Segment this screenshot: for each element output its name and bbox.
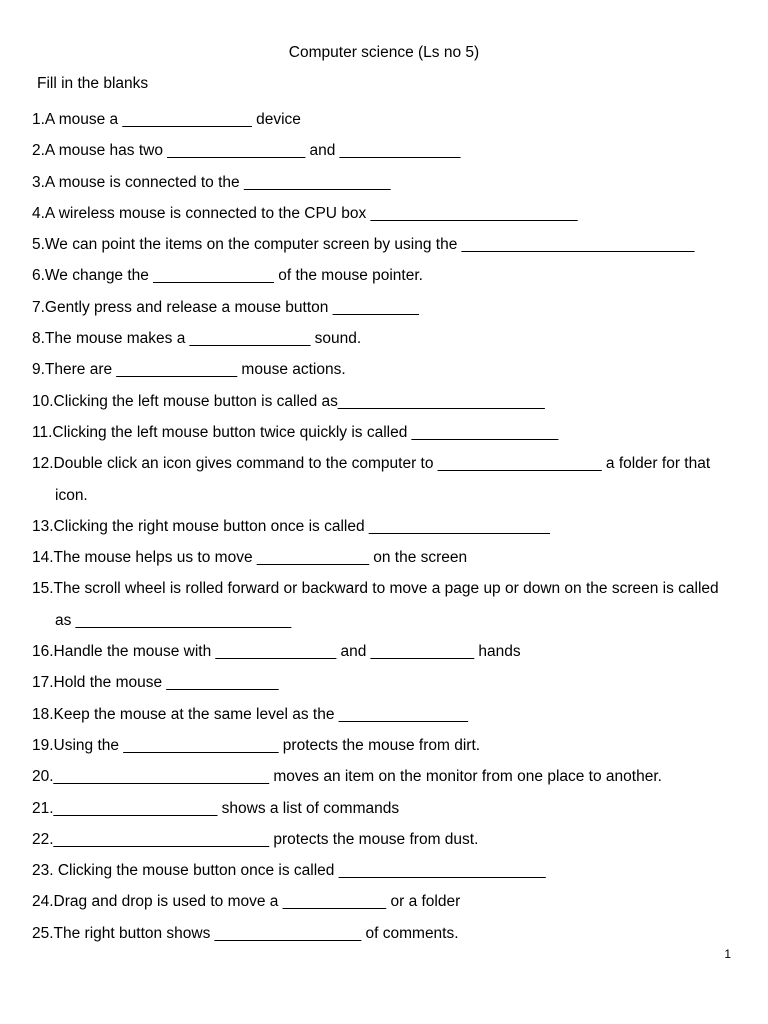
question-item: 22._________________________ protects the mouse from dust.: [32, 830, 479, 848]
page-title: Computer science (Ls no 5): [288, 44, 480, 61]
question-item: 16.Handle the mouse with ______________ and ____________ hands: [32, 643, 521, 661]
question-item: 11.Clicking the left mouse button twice quickly is called _________________: [32, 423, 559, 441]
question-item: 3.A mouse is connected to the _________________: [32, 173, 391, 191]
question-item: 20._________________________ moves an item on the monitor from one place to another.: [32, 768, 662, 786]
question-item: 6.We change the ______________ of the mouse pointer.: [32, 267, 423, 285]
question-item: 13.Clicking the right mouse button once is called _____________________: [32, 517, 550, 535]
question-item: 17.Hold the mouse _____________: [32, 674, 279, 692]
question-item: 7.Gently press and release a mouse button __________: [32, 298, 419, 316]
question-item: 19.Using the __________________ protects the mouse from dirt.: [32, 736, 481, 754]
question-list: [32, 104, 732, 949]
question-item: 5.We can point the items on the computer screen by using the ___________________________: [32, 236, 695, 254]
question-item: 18.Keep the mouse at the same level as the _______________: [32, 705, 469, 723]
page-number: 1: [724, 947, 731, 961]
question-item: 15.The scroll wheel is rolled forward or backward to move a page up or down on the screen is called as _________________________: [32, 580, 719, 629]
question-item: 25.The right button shows _________________ of comments.: [32, 924, 459, 942]
question-item: 8.The mouse makes a ______________ sound.: [32, 330, 362, 348]
question-item: 21.___________________ shows a list of commands: [32, 799, 400, 817]
question-item: 2.A mouse has two ________________ and ______________: [32, 142, 461, 160]
question-item: 24.Drag and drop is used to move a ____________ or a folder: [32, 893, 461, 911]
question-item: 9.There are ______________ mouse actions.: [32, 361, 346, 379]
question-item: 14.The mouse helps us to move _____________ on the screen: [32, 549, 468, 567]
question-item: 12.Double click an icon gives command to the computer to ___________________ a folder for that icon.: [32, 455, 711, 504]
question-item: 23. Clicking the mouse button once is called ________________________: [32, 862, 546, 880]
question-item: 1.A mouse a _______________ device: [32, 111, 301, 128]
question-item: 4.A wireless mouse is connected to the CPU box ________________________: [32, 204, 578, 222]
question-item: 10.Clicking the left mouse button is called as________________________: [32, 392, 545, 410]
section-instruction: Fill in the blanks: [37, 75, 149, 92]
